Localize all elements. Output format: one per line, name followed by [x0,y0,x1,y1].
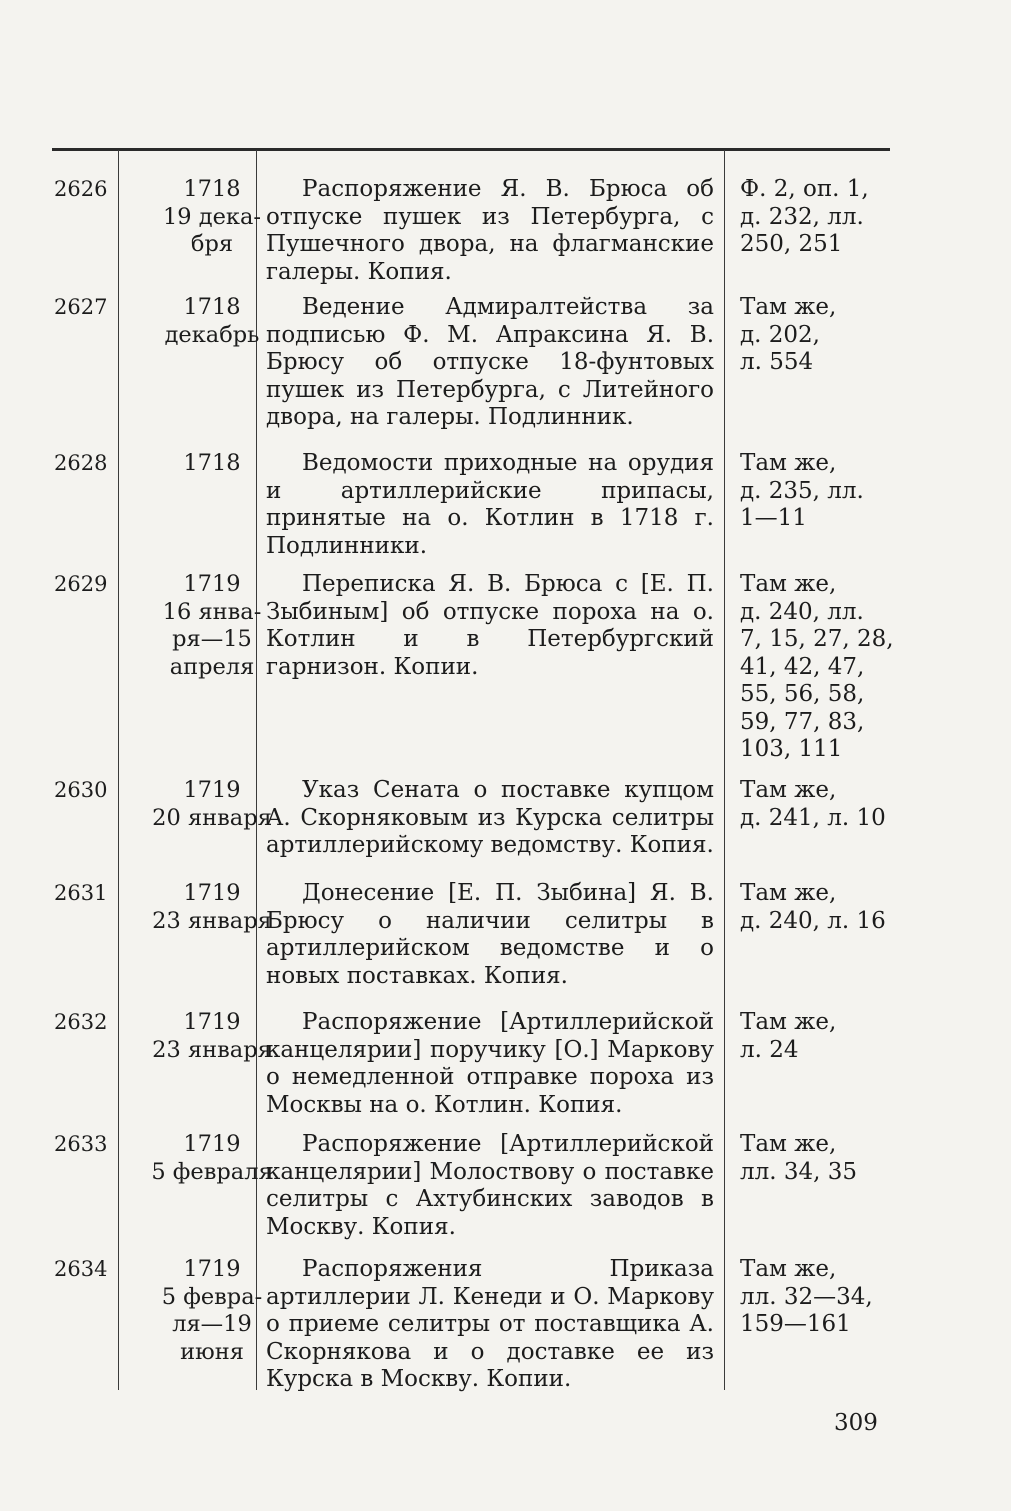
date-line: 1719 [183,1131,241,1157]
date-line: декабрь [164,321,260,348]
column-divider-3 [724,150,725,1390]
date-line: 1719 [183,571,241,597]
reference-line: 7, 15, 27, 28, [740,626,894,652]
reference-line: д. 202, [740,321,820,348]
date-line: 1719 [183,880,241,906]
reference-line: д. 232, лл. [740,203,864,230]
entry-description: Ведение Адмиралтейства за подписью Ф. М. Апраксина Я. В. Брюсу об отпуске 18-фунтовых пушек из Петербурга, с Литейного двора, на галеры. Подлинник. [266,294,714,430]
reference-line: 250, 251 [740,231,843,257]
reference-line: Там же, [740,777,837,803]
date-line: 23 января [152,1036,272,1063]
reference-line: 41, 42, 47, [740,653,865,680]
reference-line: 1—11 [740,505,807,531]
entry-number: 2634 [54,1257,108,1281]
archive-reference [740,777,895,832]
reference-line: лл. 34, 35 [740,1158,857,1185]
date-line: 1719 [183,1009,241,1035]
archive-reference [740,176,895,259]
date-line: 1718 [183,450,241,476]
date-line: 5 февраля [151,1158,273,1185]
archive-reference [740,450,895,533]
date-line: июня [180,1338,244,1365]
reference-line: 103, 111 [740,736,843,762]
entry-number: 2633 [54,1132,108,1156]
reference-line: д. 241, л. 10 [740,804,886,831]
date-line: ля—19 [172,1311,252,1337]
date-line: 16 янва- [162,598,262,625]
reference-line: л. 24 [740,1036,799,1063]
reference-line: Ф. 2, оп. 1, [740,176,869,202]
archive-reference [740,294,895,377]
reference-line: 59, 77, 83, [740,708,865,735]
reference-line: 159—161 [740,1311,851,1337]
entry-description: Ведомости приходные на орудия и артиллерийские припасы, принятые на о. Котлин в 1718 г. Подлинники. [266,450,714,559]
column-divider-1 [118,150,119,1390]
entry-description: Распоряжение [Артиллерийской канцелярии] Молоствову о поставке селитры с Ахтубинских заводов в Москву. Копия. [266,1131,714,1240]
entry-description: Донесение [Е. П. Зыбина] Я. В. Брюсу о наличии селитры в артиллерийском ведомстве и о новых поставках. Копия. [266,880,714,989]
reference-line: Там же, [740,1131,837,1157]
date-line: 20 января [152,804,272,831]
entry-description: Переписка Я. В. Брюса с [Е. П. Зыбиным] об отпуске пороха на о. Котлин и в Петербургский гарнизон. Копии. [266,571,714,680]
reference-line: 55, 56, 58, [740,681,865,707]
date-line: ря—15 [172,626,252,652]
entry-description: Распоряжение Я. В. Брюса об отпуске пушек из Петербурга, с Пушечного двора, на флагманские галеры. Копия. [266,176,714,285]
table-top-rule [52,148,890,151]
date-line: апреля [169,653,255,680]
archive-reference [740,571,895,764]
reference-line: Там же, [740,294,837,320]
page-number: 309 [834,1410,878,1436]
reference-line: лл. 32—34, [740,1283,873,1310]
reference-line: Там же, [740,571,837,597]
archive-reference [740,1009,895,1064]
entry-number: 2631 [54,881,108,905]
archive-reference [740,1131,895,1186]
entry-number: 2630 [54,778,108,802]
entry-number: 2629 [54,572,108,596]
date-line: 1719 [183,1256,241,1282]
reference-line: л. 554 [740,349,814,375]
entry-number: 2626 [54,177,108,201]
reference-line: Там же, [740,880,837,906]
date-line: бря [190,231,234,257]
reference-line: Там же, [740,450,837,476]
date-line: 5 февра- [161,1283,263,1310]
archive-reference [740,1256,895,1339]
reference-line: д. 240, лл. [740,598,864,625]
reference-line: Там же, [740,1256,837,1282]
date-line: 19 дека- [162,203,262,230]
date-line: 1718 [183,294,241,320]
date-line: 1719 [183,777,241,803]
entry-description: Распоряжение [Артиллерийской канцелярии] поручику [О.] Маркову о немедленной отправке пороха из Москвы на о. Котлин. Копия. [266,1009,714,1118]
entry-number: 2632 [54,1010,108,1034]
reference-line: д. 240, л. 16 [740,907,886,934]
reference-line: Там же, [740,1009,837,1035]
reference-line: д. 235, лл. [740,477,864,504]
entry-number: 2628 [54,451,108,475]
date-line: 23 января [152,907,272,934]
entry-number: 2627 [54,295,108,319]
date-line: 1718 [183,176,241,202]
entry-description: Распоряжения Приказа артиллерии Л. Кенеди и О. Маркову о приеме селитры от поставщика А. Скорнякова и о доставке ее из Курска в Москву. Копии. [266,1256,714,1392]
archive-reference [740,880,895,935]
entry-description: Указ Сената о поставке купцом А. Скорняковым из Курска селитры артиллерийскому ведомству. Копия. [266,777,714,858]
